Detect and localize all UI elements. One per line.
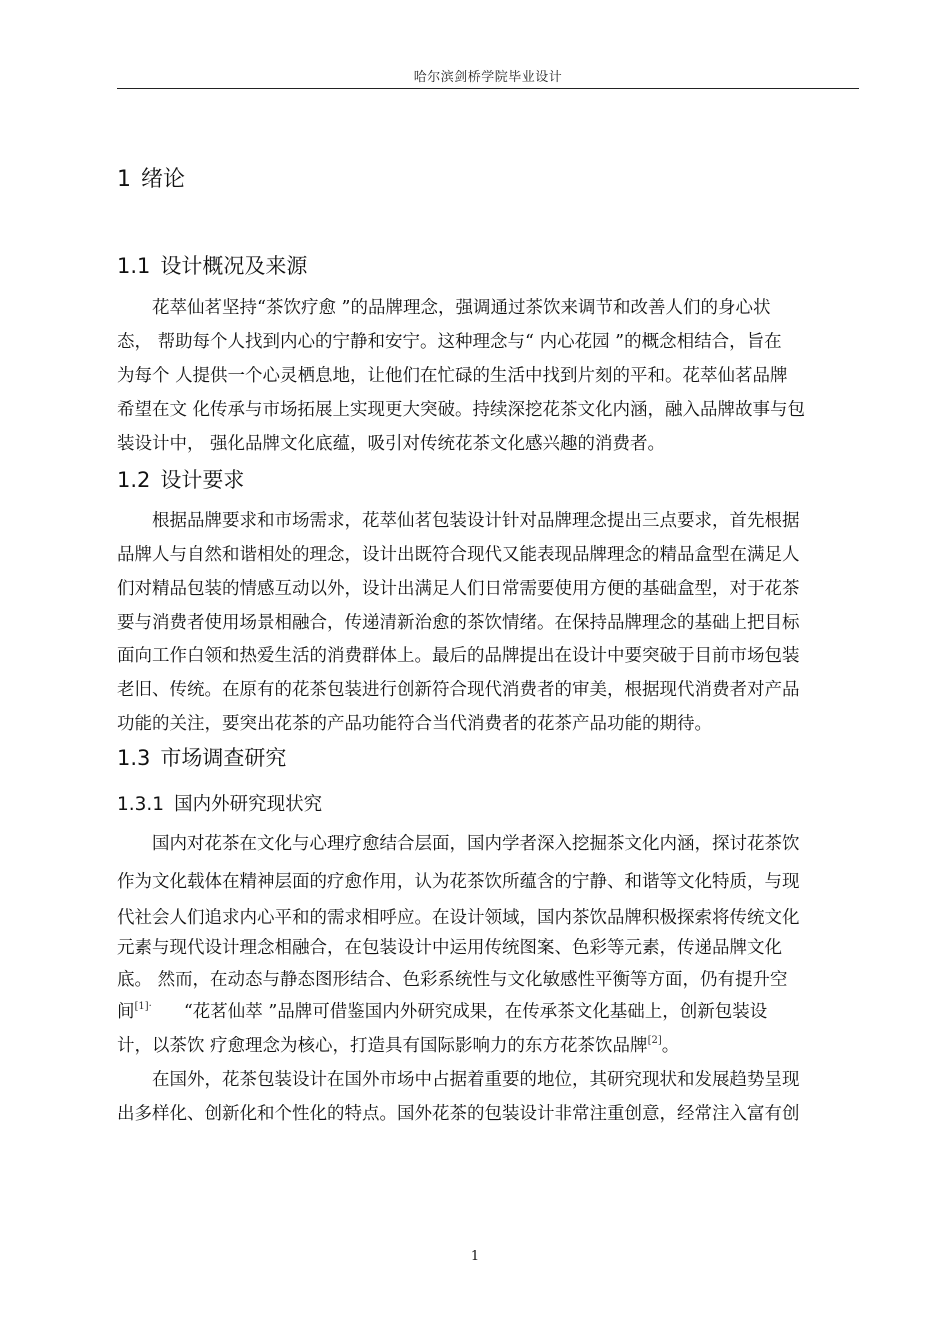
section-title: 市场调查研究: [160, 746, 287, 770]
para4-line: 出多样化、创新化和个性化的特点。国外花茶的包装设计非常注重创意，经常注入富有创: [117, 1104, 800, 1124]
subsection-heading-1-3-1: [117, 790, 322, 816]
running-header: 哈尔滨剑桥学院毕业设计: [413, 70, 563, 85]
section-number: 1.3: [117, 746, 151, 770]
para2-line: 功能的关注，要突出花茶的产品功能符合当代消费者的花茶产品功能的期待。: [117, 714, 712, 734]
citation-ref: [2]: [647, 1035, 662, 1046]
page-number: 1: [470, 1249, 480, 1264]
para2-line: 要与消费者使用场景相融合，传递清新治愈的茶饮情绪。在保持品牌理念的基础上把目标: [117, 613, 800, 633]
para1-line: 希望在文 化传承与市场拓展上实现更大突破。持续深挖花茶文化内涵，融入品牌故事与包: [117, 400, 806, 420]
subsection-title: 国内外研究现状究: [174, 794, 323, 815]
para3-line: 底。 然而，在动态与静态图形结合、色彩系统性与文化敏感性平衡等方面，仍有提升空: [117, 970, 788, 990]
para1-line: 态， 帮助每个人找到内心的宁静和安宁。这种理念与“ 内心花园 ”的概念相结合，旨在: [117, 332, 782, 352]
para3-text: 。: [661, 1036, 680, 1056]
para3-text: 计，以茶饮 疗愈理念为核心，打造具有国际影响力的东方花茶饮品牌: [117, 1036, 648, 1056]
header-divider: [117, 88, 859, 89]
para3-line: [117, 1032, 679, 1057]
para2-line: 们对精品包装的情感互动以外，设计出满足人们日常需要使用方便的基础盒型，对于花茶: [117, 579, 800, 599]
section-title: 设计概况及来源: [160, 254, 308, 278]
para2-line: 面向工作白领和热爱生活的消费群体上。最后的品牌提出在设计中要突破于目前市场包装: [117, 646, 800, 666]
citation-ref: [1]·: [134, 1001, 152, 1012]
para2-line: 老旧、传统。在原有的花茶包装进行创新符合现代消费者的审美，根据现代消费者对产品: [117, 680, 800, 700]
section-heading-1-3: [117, 742, 286, 772]
section-title: 设计要求: [160, 468, 245, 492]
para3-line: [117, 998, 767, 1023]
para1-line: 花萃仙茗坚持“茶饮疗愈 ”的品牌理念，强调通过茶饮来调节和改善人们的身心状: [152, 298, 771, 318]
para1-line: 装设计中， 强化品牌文化底蕴，吸引对传统花茶文化感兴趣的消费者。: [117, 434, 666, 454]
para3-line: 国内对花茶在文化与心理疗愈结合层面，国内学者深入挖掘茶文化内涵，探讨花茶饮: [152, 834, 800, 854]
para2-line: 品牌人与自然和谐相处的理念，设计出既符合现代又能表现品牌理念的精品盒型在满足人: [117, 545, 800, 565]
chapter-number: 1: [117, 167, 131, 192]
para3-line: 作为文化载体在精神层面的疗愈作用，认为花茶饮所蕴含的宁静、和谐等文化特质，与现: [117, 872, 800, 892]
subsection-number: 1.3.1: [117, 794, 165, 815]
para3-text: “花茗仙萃 ”品牌可借鉴国内外研究成果，在传承茶文化基础上，创新包装设: [183, 1002, 768, 1022]
chapter-title: 绪论: [141, 167, 186, 192]
para4-line: 在国外，花茶包装设计在国外市场中占据着重要的地位，其研究现状和发展趋势呈现: [152, 1070, 800, 1090]
para1-line: 为每个 人提供一个心灵栖息地，让他们在忙碌的生活中找到片刻的平和。花萃仙茗品牌: [117, 366, 788, 386]
section-number: 1.1: [117, 254, 151, 278]
para3-line: 代社会人们追求内心平和的需求相呼应。在设计领域，国内茶饮品牌积极探索将传统文化: [117, 908, 800, 928]
para2-line: 根据品牌要求和市场需求，花萃仙茗包装设计针对品牌理念提出三点要求，首先根据: [152, 511, 800, 531]
section-heading-1-1: [117, 250, 307, 280]
section-number: 1.2: [117, 468, 151, 492]
section-heading-1-2: [117, 464, 244, 494]
para3-text: 间: [117, 1002, 135, 1022]
para3-line: 元素与现代设计理念相融合，在包装设计中运用传统图案、色彩等元素，传递品牌文化: [117, 938, 782, 958]
chapter-heading: [117, 162, 185, 193]
